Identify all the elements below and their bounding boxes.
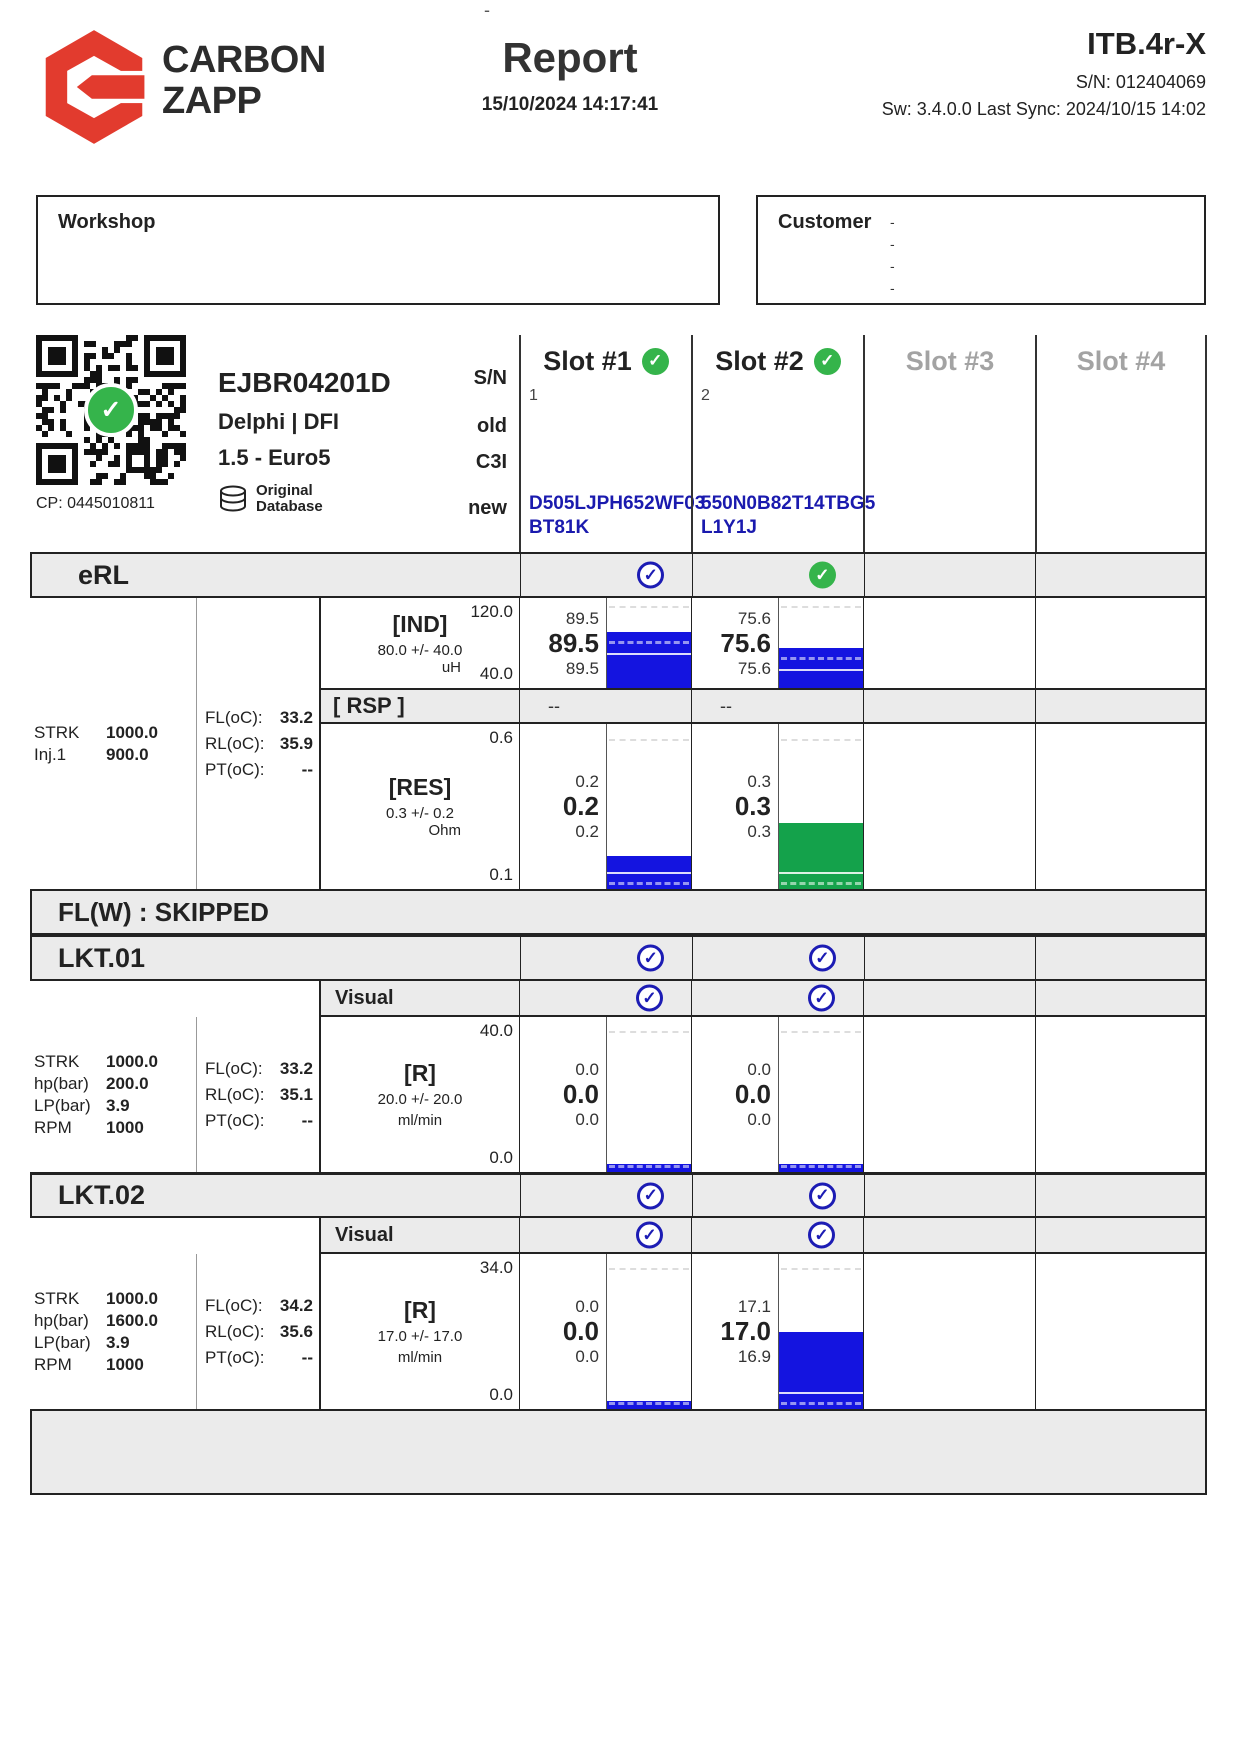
lkt01-visual-slot2 xyxy=(691,981,863,1017)
injector-details xyxy=(218,367,391,515)
label-old: old xyxy=(477,415,507,437)
slot-2-label: Slot #2 xyxy=(715,345,804,376)
rsp-slot4-value xyxy=(1035,690,1207,722)
lkt02-r-slot3-cell xyxy=(863,1254,1035,1409)
temp-row: PT(oC): -- xyxy=(205,759,313,779)
lkt02-r-slot1-cell: 0.0 0.0 0.0 xyxy=(519,1254,691,1409)
injector-model: EJBR04201D xyxy=(218,367,391,398)
slot-1-status-icon: ✓ xyxy=(642,348,669,375)
customer-dash: - xyxy=(890,214,895,230)
res-limits: 0.3 +/- 0.2 xyxy=(386,805,454,822)
section-lkt02-title: LKT.02 xyxy=(32,1175,520,1216)
ind-slot1-values: 89.5 89.5 89.5 xyxy=(548,608,599,678)
slot-4-header xyxy=(1037,335,1205,387)
device-block xyxy=(882,26,1206,120)
workshop-label: Workshop xyxy=(58,211,156,233)
visual-spacer xyxy=(30,981,319,1017)
lkt01-slot2-check-icon: ✓ xyxy=(809,945,836,972)
lkt01-r-limits: 20.0 +/- 20.0 xyxy=(377,1091,463,1108)
results-table xyxy=(30,335,1207,1495)
lkt02-r-scale-top: 34.0 xyxy=(479,1258,513,1277)
slot-2-header xyxy=(693,335,863,387)
ind-slot1-bar-chart xyxy=(606,598,691,688)
param-row: STRK 1000.0 xyxy=(34,722,158,742)
res-scale-bottom: 0.1 xyxy=(489,865,513,884)
slot-2-code xyxy=(693,492,876,552)
res-test-name: [RES] xyxy=(388,774,452,800)
slot-3-label: Slot #3 xyxy=(905,345,995,376)
erl-slot1-check-icon: ✓ xyxy=(637,562,664,589)
lkt02-visual-slot3 xyxy=(863,1218,1035,1254)
ind-test-name: [IND] xyxy=(392,610,448,637)
lkt01-visual-slot3 xyxy=(863,981,1035,1017)
slot-1-code-line2: BT81K xyxy=(529,517,590,538)
lkt01-r-slot1-bar-chart xyxy=(606,1017,691,1172)
database-label-2: Database xyxy=(256,498,323,515)
lkt02-r-unit: ml/min xyxy=(397,1349,443,1366)
lkt02-r-scale-bottom: 0.0 xyxy=(489,1385,513,1404)
lkt01-r-test-name: [R] xyxy=(404,1060,436,1086)
database-icon xyxy=(218,485,248,513)
lkt01-params: STRK 1000.0 hp(bar) 200.0 LP(bar) 3.9 RPM 1000 xyxy=(34,1051,158,1137)
lkt01-slot1-status xyxy=(520,937,692,979)
erl-slot4-status xyxy=(1035,554,1205,596)
lkt02-visual-row xyxy=(30,1218,1207,1254)
injector-info-area xyxy=(30,335,519,552)
lkt02-r-slot1-bar-chart xyxy=(606,1254,691,1409)
slot-2-index: 2 xyxy=(701,387,710,404)
lkt02-slot1-check-icon: ✓ xyxy=(637,1182,664,1209)
slot-1-index: 1 xyxy=(529,387,538,404)
customer-box xyxy=(756,195,1206,305)
lkt02-visual-slot2 xyxy=(691,1218,863,1254)
brand-text xyxy=(162,40,326,122)
database-label xyxy=(256,483,323,515)
ind-slot3-cell xyxy=(863,598,1035,688)
lkt02-visual-slot1-check-icon: ✓ xyxy=(636,1222,663,1249)
lkt02-params: STRK 1000.0 hp(bar) 1600.0 LP(bar) 3.9 RPM 1000 xyxy=(34,1288,158,1374)
section-flw-header: FL(W) : SKIPPED xyxy=(30,889,1207,935)
customer-empty-fields xyxy=(890,211,895,299)
lkt01-r-slot1-cell: 0.0 0.0 0.0 xyxy=(519,1017,691,1172)
qr-code xyxy=(36,335,186,485)
lkt02-visual-slot4 xyxy=(1035,1218,1207,1254)
lkt01-visual-slot4 xyxy=(1035,981,1207,1017)
erl-slot2-status xyxy=(692,554,864,596)
ind-slot2-cell xyxy=(691,598,863,688)
section-erl-title: eRL xyxy=(32,554,520,596)
lkt02-slot3-status xyxy=(864,1175,1036,1216)
erl-params xyxy=(30,598,196,889)
res-slot4-cell xyxy=(1035,724,1207,889)
lkt01-r-meta xyxy=(319,1017,519,1172)
lkt02-visual-label: Visual xyxy=(319,1218,519,1254)
slot-1-header xyxy=(521,335,691,387)
rsp-slot2-value: -- xyxy=(691,690,863,722)
slot-1-code xyxy=(521,492,706,552)
label-new: new xyxy=(468,497,507,519)
visual-spacer xyxy=(30,1218,319,1254)
param-row: Inj.1 900.0 xyxy=(34,744,149,764)
lkt01-r-scale-top: 40.0 xyxy=(479,1021,513,1040)
slot-2-code-line1: 550N0B82T14TBG5 xyxy=(701,493,876,514)
database-label-1: Original xyxy=(256,482,313,499)
slot-1-code-line1: D505LJPH652WF03 xyxy=(529,493,706,514)
erl-res-row xyxy=(319,724,1207,889)
ind-slot2-values: 75.6 75.6 75.6 xyxy=(720,608,771,678)
slot-2-status-icon: ✓ xyxy=(814,348,841,375)
device-serial: S/N: 012404069 xyxy=(1075,72,1206,92)
section-erl-header xyxy=(30,552,1207,598)
slot-column-1 xyxy=(519,335,706,552)
section-lkt01-header xyxy=(30,935,1207,981)
lkt01-r-scale-bottom: 0.0 xyxy=(489,1148,513,1167)
lkt02-slot2-status xyxy=(692,1175,864,1216)
lkt02-r-limits: 17.0 +/- 17.0 xyxy=(377,1328,463,1345)
workshop-box xyxy=(36,195,720,305)
database-row xyxy=(218,483,391,515)
page-title: Report xyxy=(502,34,638,81)
slot-column-3 xyxy=(863,335,1035,552)
erl-slot1-status xyxy=(520,554,692,596)
res-unit: Ohm xyxy=(428,822,461,839)
lkt01-temps: FL(oC): 33.2 RL(oC): 35.1 PT(oC): -- xyxy=(196,1017,319,1172)
device-sw-sync: Sw: 3.4.0.0 Last Sync: 2024/10/15 14:02 xyxy=(881,99,1206,119)
lkt01-visual-slot1-check-icon: ✓ xyxy=(636,985,663,1012)
res-scale-top: 0.6 xyxy=(489,728,513,747)
lkt02-temps: FL(oC): 34.2 RL(oC): 35.6 PT(oC): -- xyxy=(196,1254,319,1409)
ind-scale-top: 120.0 xyxy=(470,602,513,621)
lkt01-r-slot2-cell: 0.0 0.0 0.0 xyxy=(691,1017,863,1172)
lkt01-slot1-check-icon: ✓ xyxy=(637,945,664,972)
slot-column-4 xyxy=(1035,335,1207,552)
footer-bar xyxy=(30,1409,1207,1495)
lkt02-visual-slot2-check-icon: ✓ xyxy=(808,1222,835,1249)
lkt01-r-unit: ml/min xyxy=(397,1112,443,1129)
erl-rsp-row xyxy=(319,688,1207,724)
rsp-slot3-value xyxy=(863,690,1035,722)
res-slot2-bar-chart xyxy=(778,724,863,889)
section-lkt01-title: LKT.01 xyxy=(32,937,520,979)
brand-line-1: CARBON xyxy=(162,39,326,81)
report-datetime: 15/10/2024 14:17:41 xyxy=(481,94,659,115)
report-title-block xyxy=(400,34,740,116)
lkt02-r-slot2-cell: 17.1 17.0 16.9 xyxy=(691,1254,863,1409)
lkt02-body xyxy=(30,1254,1207,1409)
lkt01-body xyxy=(30,1017,1207,1172)
lkt01-visual-row xyxy=(30,981,1207,1017)
lkt01-r-slot3-cell xyxy=(863,1017,1035,1172)
lkt01-slot3-status xyxy=(864,937,1036,979)
brand-line-2: ZAPP xyxy=(162,80,262,122)
temp-row: FL(oC): 33.2 xyxy=(205,707,313,727)
lkt01-r-slot2-bar-chart xyxy=(778,1017,863,1172)
res-slot2-cell xyxy=(691,724,863,889)
rsp-slot1-value: -- xyxy=(519,690,691,722)
cp-number: CP: 0445010811 xyxy=(36,495,155,512)
ind-limits: 80.0 +/- 40.0 xyxy=(377,641,463,659)
slot-header-region xyxy=(30,335,1207,552)
res-slot1-bar-chart xyxy=(606,724,691,889)
erl-slot2-check-icon: ✓ xyxy=(809,562,836,589)
stray-mark: - xyxy=(484,0,490,20)
injector-brand: Delphi | DFI xyxy=(218,409,340,434)
slot-4-label: Slot #4 xyxy=(1076,345,1166,376)
customer-dash: - xyxy=(890,280,895,296)
device-name: ITB.4r-X xyxy=(1087,26,1206,61)
lkt01-visual-label: Visual xyxy=(319,981,519,1017)
customer-dash: - xyxy=(890,258,895,274)
ind-scale-bottom: 40.0 xyxy=(479,664,513,683)
ind-unit: uH xyxy=(441,658,461,676)
lkt01-slot2-status xyxy=(692,937,864,979)
res-slot1-values: 0.2 0.2 0.2 xyxy=(562,772,599,841)
res-slot2-values: 0.3 0.3 0.3 xyxy=(734,772,771,841)
erl-ind-row xyxy=(319,598,1207,688)
temp-row: RL(oC): 35.9 xyxy=(205,733,313,753)
erl-slot3-status xyxy=(864,554,1036,596)
section-lkt02-header xyxy=(30,1172,1207,1218)
customer-dash: - xyxy=(890,236,895,252)
ind-slot4-cell xyxy=(1035,598,1207,688)
lkt01-visual-slot2-check-icon: ✓ xyxy=(808,985,835,1012)
slot-3-header xyxy=(865,335,1035,387)
lkt02-r-meta xyxy=(319,1254,519,1409)
lkt01-visual-slot1 xyxy=(519,981,691,1017)
lkt02-slot1-status xyxy=(520,1175,692,1216)
lkt02-r-row xyxy=(319,1254,1207,1409)
lkt02-slot2-check-icon: ✓ xyxy=(809,1182,836,1209)
ind-meta xyxy=(319,598,519,688)
slot-column-2 xyxy=(691,335,876,552)
res-meta xyxy=(319,724,519,889)
lkt01-r-row xyxy=(319,1017,1207,1172)
customer-label: Customer xyxy=(778,211,872,233)
res-slot3-cell xyxy=(863,724,1035,889)
label-sn: S/N xyxy=(473,367,507,389)
slot-2-code-line2: L1Y1J xyxy=(701,517,757,538)
erl-body xyxy=(30,598,1207,889)
lkt02-r-slot4-cell xyxy=(1035,1254,1207,1409)
erl-temps xyxy=(196,598,319,889)
lkt02-visual-slot1 xyxy=(519,1218,691,1254)
ind-slot2-bar-chart xyxy=(778,598,863,688)
ind-slot1-cell xyxy=(519,598,691,688)
slot-1-label: Slot #1 xyxy=(543,345,632,376)
carbon-zapp-logo-icon xyxy=(40,28,148,146)
rsp-test-name: [ RSP ] xyxy=(319,690,519,722)
lkt02-slot4-status xyxy=(1035,1175,1205,1216)
res-slot1-cell xyxy=(519,724,691,889)
label-c3i: C3I xyxy=(475,451,507,473)
injector-class: 1.5 - Euro5 xyxy=(218,445,331,470)
erl-test-rows xyxy=(319,598,1207,889)
qr-verified-icon: ✓ xyxy=(84,383,138,437)
lkt01-r-slot4-cell xyxy=(1035,1017,1207,1172)
lkt02-r-test-name: [R] xyxy=(404,1297,436,1323)
lkt01-slot4-status xyxy=(1035,937,1205,979)
lkt02-r-slot2-bar-chart xyxy=(778,1254,863,1409)
